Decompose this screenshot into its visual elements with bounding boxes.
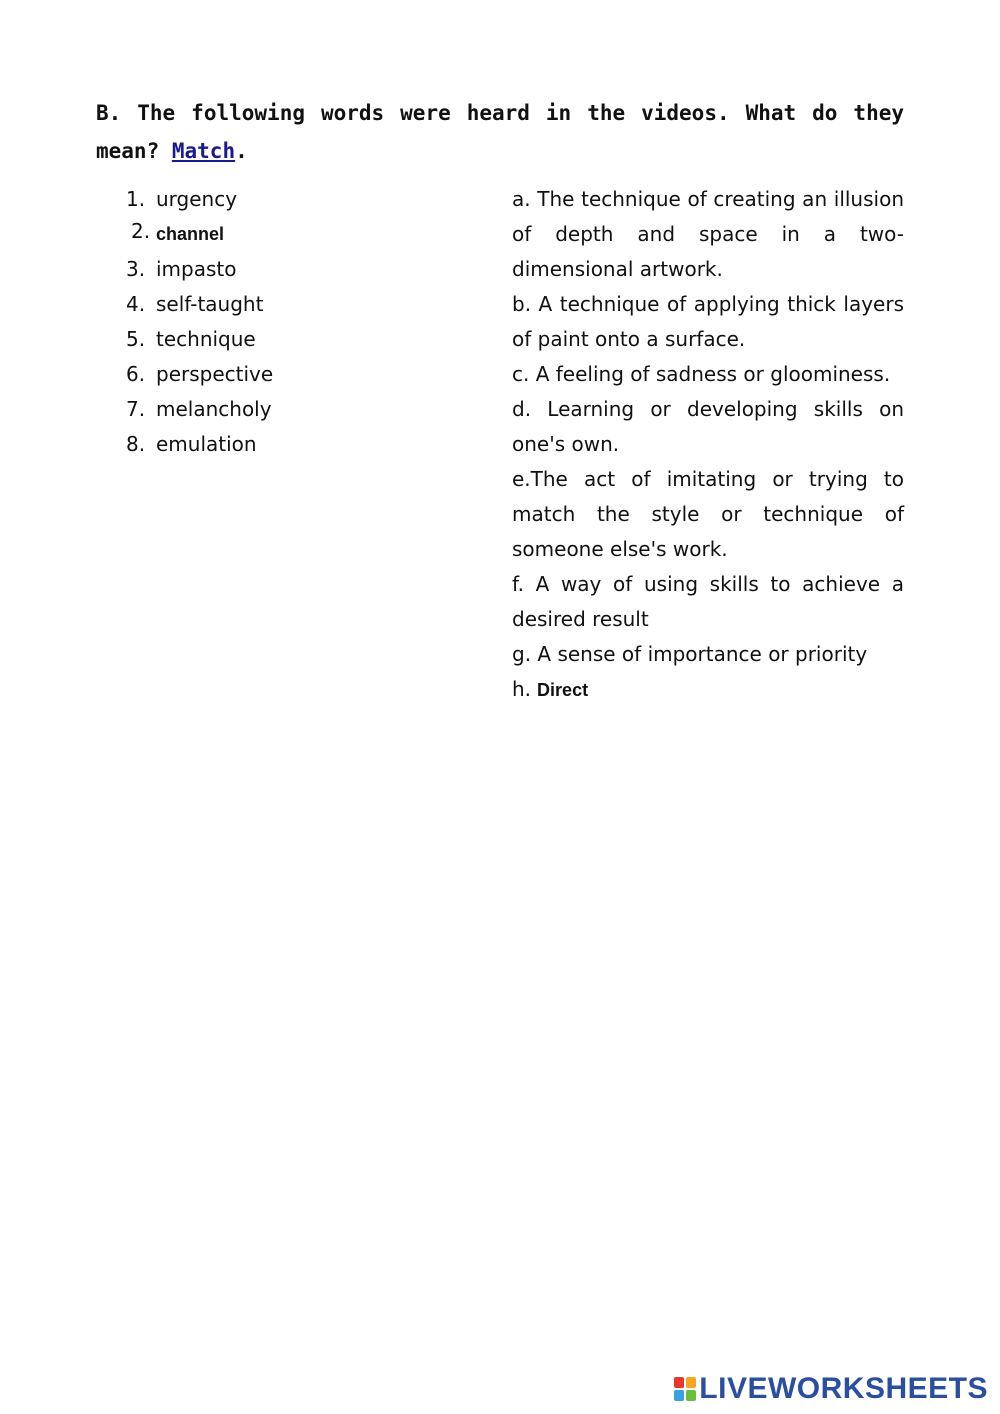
logo-text: LIVEWORKSHEETS <box>699 1372 988 1405</box>
definition-letter: h. <box>512 677 532 701</box>
definition-item: a. The technique of creating an illusion of depth and space in a two-dimensional artwork. <box>512 187 904 281</box>
word-number: 1. <box>126 187 146 211</box>
word-number: 8. <box>126 432 146 456</box>
word-item <box>126 252 273 287</box>
word-text: melancholy <box>156 397 272 421</box>
definition-item: g. A sense of importance or priority <box>512 642 868 666</box>
word-number: 7. <box>126 397 146 421</box>
word-item <box>126 217 273 252</box>
heading-trailing: . <box>235 139 248 163</box>
word-item <box>126 357 273 392</box>
logo-square-blue <box>674 1390 684 1401</box>
word-list <box>126 182 273 462</box>
definition-list <box>512 182 904 708</box>
heading-text: B. The following words were heard in the videos. What do they mean? <box>96 101 904 163</box>
logo-square-green <box>686 1390 696 1401</box>
word-text: self-taught <box>156 292 264 316</box>
word-item <box>126 427 273 462</box>
definition-item: f. A way of using skills to achieve a desired result <box>512 572 904 631</box>
definition-item: e.The act of imitating or trying to match the style or technique of someone else's work. <box>512 467 904 561</box>
word-item <box>126 182 273 217</box>
word-number: 6. <box>126 362 146 386</box>
logo-square-orange <box>686 1377 696 1388</box>
match-link[interactable]: Match <box>171 139 236 163</box>
liveworksheets-logo-icon <box>674 1377 696 1401</box>
definition-item: b. A technique of applying thick layers of paint onto a surface. <box>512 292 904 351</box>
word-number: 2. <box>131 219 151 243</box>
word-answer-field[interactable]: channel <box>156 224 225 244</box>
word-text: technique <box>156 327 256 351</box>
exercise-heading <box>96 94 904 170</box>
word-number: 4. <box>126 292 146 316</box>
definition-item <box>512 672 904 708</box>
word-text: impasto <box>156 257 237 281</box>
word-text: emulation <box>156 432 257 456</box>
word-item <box>126 322 273 357</box>
word-text: urgency <box>156 187 238 211</box>
word-text: perspective <box>156 362 274 386</box>
definition-item: c. A feeling of sadness or gloominess. <box>512 362 891 386</box>
liveworksheets-logo <box>674 1372 988 1406</box>
word-item <box>126 287 273 322</box>
word-number: 3. <box>126 257 146 281</box>
definition-answer-field[interactable]: Direct <box>537 680 589 700</box>
word-item <box>126 392 273 427</box>
definition-item: d. Learning or developing skills on one's own. <box>512 397 904 456</box>
word-number: 5. <box>126 327 146 351</box>
logo-square-red <box>674 1377 684 1388</box>
